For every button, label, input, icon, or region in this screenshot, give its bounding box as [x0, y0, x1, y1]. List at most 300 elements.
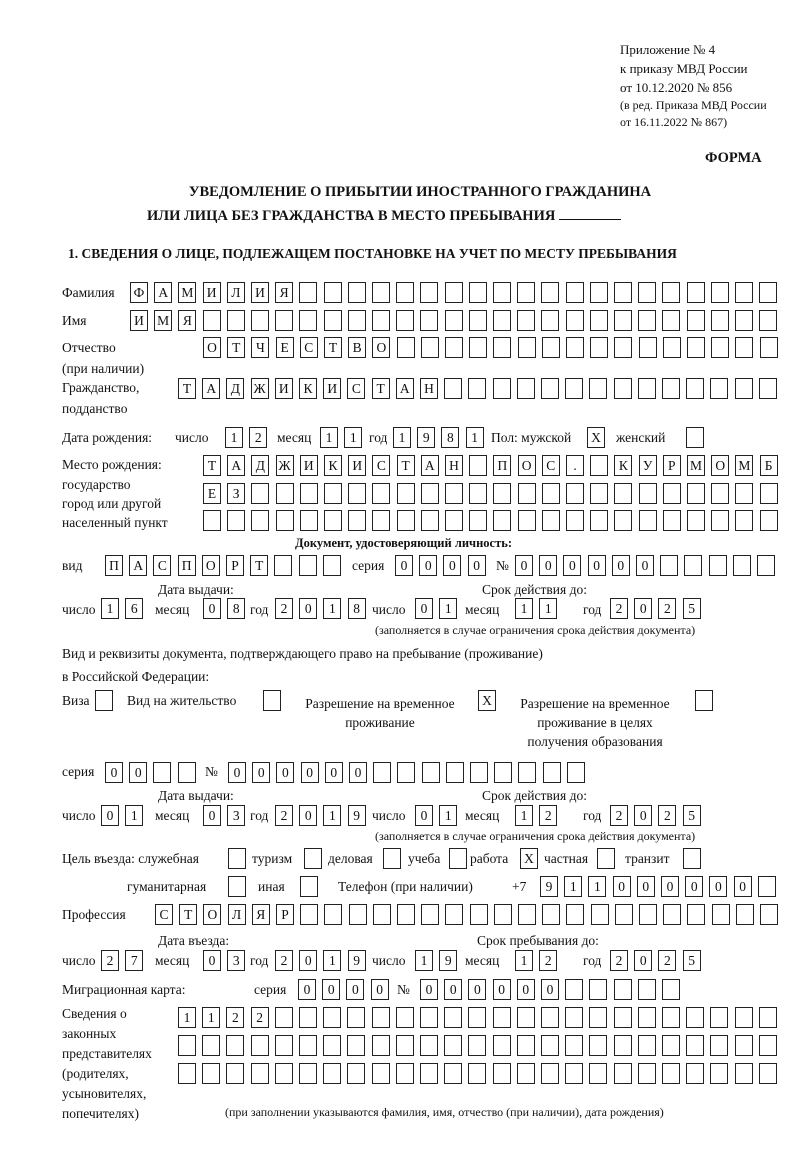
char-cell[interactable] [590, 510, 608, 531]
char-cell[interactable]: И [348, 455, 366, 476]
char-cell[interactable] [251, 510, 269, 531]
char-cell[interactable] [517, 1035, 535, 1056]
char-cell[interactable] [420, 1035, 438, 1056]
char-cell[interactable]: С [300, 337, 318, 358]
char-cell[interactable] [347, 1063, 365, 1084]
char-cell[interactable]: Е [276, 337, 294, 358]
char-cell[interactable]: 0 [228, 762, 246, 783]
char-cell[interactable] [468, 1007, 486, 1028]
char-cell[interactable]: Ф [130, 282, 148, 303]
char-cell[interactable] [372, 282, 390, 303]
char-cell[interactable]: 0 [203, 950, 221, 971]
char-cell[interactable] [760, 337, 778, 358]
char-cell[interactable]: А [227, 455, 245, 476]
char-cell[interactable] [396, 282, 414, 303]
char-cell[interactable] [372, 1007, 390, 1028]
char-cell[interactable] [518, 904, 536, 925]
char-cell[interactable]: Т [324, 337, 342, 358]
char-cell[interactable]: Е [203, 483, 221, 504]
char-cell[interactable] [565, 1035, 583, 1056]
char-cell[interactable] [493, 378, 511, 399]
char-cell[interactable] [614, 282, 632, 303]
char-cell[interactable] [468, 1035, 486, 1056]
char-cell[interactable]: 0 [709, 876, 727, 897]
char-cell[interactable] [614, 378, 632, 399]
char-cell[interactable] [589, 1063, 607, 1084]
char-cell[interactable] [517, 1007, 535, 1028]
char-cell[interactable] [493, 1035, 511, 1056]
char-cell[interactable] [638, 1035, 656, 1056]
char-cell[interactable]: 0 [415, 805, 433, 826]
char-cell[interactable] [757, 555, 775, 576]
char-cell[interactable]: Т [227, 337, 245, 358]
char-cell[interactable] [274, 555, 292, 576]
char-cell[interactable] [736, 904, 754, 925]
char-cell[interactable] [735, 282, 753, 303]
char-cell[interactable]: 0 [322, 979, 340, 1000]
char-cell[interactable] [299, 310, 317, 331]
char-cell[interactable]: 1 [323, 950, 341, 971]
char-cell[interactable] [735, 1063, 753, 1084]
char-cell[interactable] [663, 510, 681, 531]
char-cell[interactable] [759, 1035, 777, 1056]
char-cell[interactable] [759, 282, 777, 303]
char-cell[interactable] [684, 555, 702, 576]
char-cell[interactable] [589, 1007, 607, 1028]
char-cell[interactable]: 1 [466, 427, 484, 448]
char-cell[interactable]: 1 [344, 427, 362, 448]
char-cell[interactable] [638, 1063, 656, 1084]
char-cell[interactable]: 0 [420, 979, 438, 1000]
char-cell[interactable]: Л [227, 282, 245, 303]
char-cell[interactable] [493, 1007, 511, 1028]
char-cell[interactable] [299, 1063, 317, 1084]
char-cell[interactable] [759, 1063, 777, 1084]
char-cell[interactable] [397, 904, 415, 925]
char-cell[interactable] [493, 282, 511, 303]
char-cell[interactable]: 9 [540, 876, 558, 897]
char-cell[interactable]: 8 [227, 598, 245, 619]
char-cell[interactable]: Н [445, 455, 463, 476]
char-cell[interactable]: 2 [658, 598, 676, 619]
char-cell[interactable]: И [251, 282, 269, 303]
char-cell[interactable] [445, 310, 463, 331]
char-cell[interactable]: 2 [226, 1007, 244, 1028]
char-cell[interactable] [639, 904, 657, 925]
char-cell[interactable] [589, 979, 607, 1000]
char-cell[interactable] [493, 510, 511, 531]
char-cell[interactable]: 0 [395, 555, 413, 576]
char-cell[interactable] [372, 510, 390, 531]
char-cell[interactable] [541, 1063, 559, 1084]
char-cell[interactable] [324, 510, 342, 531]
char-cell[interactable]: С [347, 378, 365, 399]
char-cell[interactable] [542, 510, 560, 531]
char-cell[interactable] [686, 1007, 704, 1028]
char-cell[interactable]: 1 [515, 805, 533, 826]
char-cell[interactable]: 0 [588, 555, 606, 576]
char-cell[interactable] [348, 483, 366, 504]
char-cell[interactable] [347, 1007, 365, 1028]
char-cell[interactable] [639, 483, 657, 504]
char-cell[interactable]: 2 [249, 427, 267, 448]
char-cell[interactable]: И [300, 455, 318, 476]
char-cell[interactable] [711, 310, 729, 331]
char-cell[interactable]: 3 [227, 950, 245, 971]
char-cell[interactable] [662, 979, 680, 1000]
char-cell[interactable] [590, 483, 608, 504]
char-cell[interactable] [396, 1007, 414, 1028]
char-cell[interactable]: А [421, 455, 439, 476]
char-cell[interactable]: 1 [323, 598, 341, 619]
char-cell[interactable] [638, 979, 656, 1000]
char-cell[interactable]: 9 [348, 805, 366, 826]
char-cell[interactable]: 6 [125, 598, 143, 619]
char-cell[interactable] [615, 904, 633, 925]
char-cell[interactable] [276, 483, 294, 504]
purpose-private-checkbox[interactable] [597, 848, 615, 869]
char-cell[interactable] [469, 483, 487, 504]
char-cell[interactable]: 0 [301, 762, 319, 783]
char-cell[interactable]: Т [250, 555, 268, 576]
char-cell[interactable]: 1 [323, 805, 341, 826]
char-cell[interactable]: Я [178, 310, 196, 331]
char-cell[interactable]: Я [252, 904, 270, 925]
char-cell[interactable] [710, 378, 728, 399]
char-cell[interactable] [542, 483, 560, 504]
char-cell[interactable] [687, 310, 705, 331]
char-cell[interactable] [276, 510, 294, 531]
char-cell[interactable] [760, 483, 778, 504]
char-cell[interactable] [518, 762, 536, 783]
char-cell[interactable]: 5 [683, 950, 701, 971]
char-cell[interactable]: 0 [613, 876, 631, 897]
char-cell[interactable] [639, 510, 657, 531]
char-cell[interactable] [373, 762, 391, 783]
char-cell[interactable] [444, 1035, 462, 1056]
char-cell[interactable] [397, 483, 415, 504]
char-cell[interactable] [421, 483, 439, 504]
char-cell[interactable]: С [372, 455, 390, 476]
char-cell[interactable]: 9 [439, 950, 457, 971]
char-cell[interactable]: Л [228, 904, 246, 925]
char-cell[interactable]: Р [276, 904, 294, 925]
char-cell[interactable] [445, 282, 463, 303]
char-cell[interactable] [202, 1063, 220, 1084]
char-cell[interactable] [517, 1063, 535, 1084]
char-cell[interactable] [324, 904, 342, 925]
char-cell[interactable]: 1 [539, 598, 557, 619]
char-cell[interactable] [663, 337, 681, 358]
purpose-official-checkbox[interactable] [228, 848, 246, 869]
char-cell[interactable] [397, 510, 415, 531]
char-cell[interactable]: 0 [298, 979, 316, 1000]
char-cell[interactable]: 0 [101, 805, 119, 826]
char-cell[interactable]: Д [226, 378, 244, 399]
char-cell[interactable]: 2 [610, 805, 628, 826]
char-cell[interactable] [178, 762, 196, 783]
char-cell[interactable]: К [614, 455, 632, 476]
char-cell[interactable] [421, 337, 439, 358]
char-cell[interactable]: О [203, 337, 221, 358]
char-cell[interactable]: 1 [564, 876, 582, 897]
char-cell[interactable] [662, 282, 680, 303]
purpose-work-checkbox[interactable]: X [520, 848, 538, 869]
char-cell[interactable]: И [323, 378, 341, 399]
char-cell[interactable] [349, 904, 367, 925]
char-cell[interactable]: 1 [101, 598, 119, 619]
char-cell[interactable]: Ж [276, 455, 294, 476]
char-cell[interactable]: 0 [299, 598, 317, 619]
char-cell[interactable] [662, 1063, 680, 1084]
char-cell[interactable] [638, 1007, 656, 1028]
sex-male-checkbox[interactable]: X [587, 427, 605, 448]
char-cell[interactable] [275, 310, 293, 331]
char-cell[interactable]: 0 [634, 950, 652, 971]
char-cell[interactable] [470, 904, 488, 925]
char-cell[interactable] [493, 1063, 511, 1084]
purpose-other-checkbox[interactable] [300, 876, 318, 897]
char-cell[interactable]: 1 [393, 427, 411, 448]
char-cell[interactable] [614, 510, 632, 531]
char-cell[interactable] [469, 310, 487, 331]
char-cell[interactable]: П [105, 555, 123, 576]
char-cell[interactable]: И [130, 310, 148, 331]
char-cell[interactable] [638, 282, 656, 303]
char-cell[interactable]: С [155, 904, 173, 925]
char-cell[interactable] [735, 378, 753, 399]
char-cell[interactable] [469, 337, 487, 358]
char-cell[interactable] [589, 1035, 607, 1056]
char-cell[interactable]: 0 [299, 950, 317, 971]
char-cell[interactable] [348, 282, 366, 303]
char-cell[interactable] [275, 1035, 293, 1056]
char-cell[interactable] [735, 1035, 753, 1056]
char-cell[interactable] [275, 1007, 293, 1028]
char-cell[interactable] [396, 1063, 414, 1084]
char-cell[interactable]: 0 [443, 555, 461, 576]
char-cell[interactable] [542, 337, 560, 358]
char-cell[interactable]: 1 [439, 805, 457, 826]
char-cell[interactable]: Т [372, 378, 390, 399]
char-cell[interactable] [735, 510, 753, 531]
char-cell[interactable]: М [178, 282, 196, 303]
char-cell[interactable] [662, 378, 680, 399]
char-cell[interactable]: П [178, 555, 196, 576]
char-cell[interactable] [153, 762, 171, 783]
char-cell[interactable]: 0 [203, 598, 221, 619]
char-cell[interactable] [711, 337, 729, 358]
char-cell[interactable]: 1 [225, 427, 243, 448]
char-cell[interactable] [494, 762, 512, 783]
char-cell[interactable] [347, 1035, 365, 1056]
char-cell[interactable]: 9 [348, 950, 366, 971]
char-cell[interactable] [710, 1007, 728, 1028]
char-cell[interactable]: 0 [349, 762, 367, 783]
char-cell[interactable] [639, 337, 657, 358]
char-cell[interactable]: 8 [441, 427, 459, 448]
char-cell[interactable]: 0 [541, 979, 559, 1000]
char-cell[interactable] [396, 1035, 414, 1056]
char-cell[interactable] [323, 1007, 341, 1028]
char-cell[interactable] [711, 483, 729, 504]
char-cell[interactable]: 0 [637, 876, 655, 897]
char-cell[interactable]: 1 [515, 950, 533, 971]
char-cell[interactable] [348, 310, 366, 331]
char-cell[interactable] [420, 1007, 438, 1028]
char-cell[interactable]: 0 [325, 762, 343, 783]
char-cell[interactable]: 0 [276, 762, 294, 783]
char-cell[interactable] [638, 378, 656, 399]
char-cell[interactable] [759, 378, 777, 399]
char-cell[interactable]: 1 [178, 1007, 196, 1028]
char-cell[interactable] [445, 510, 463, 531]
char-cell[interactable]: 0 [636, 555, 654, 576]
char-cell[interactable]: 0 [444, 979, 462, 1000]
char-cell[interactable]: 0 [371, 979, 389, 1000]
purpose-study-checkbox[interactable] [449, 848, 467, 869]
char-cell[interactable] [589, 378, 607, 399]
char-cell[interactable]: 1 [439, 598, 457, 619]
char-cell[interactable] [299, 555, 317, 576]
char-cell[interactable] [663, 904, 681, 925]
char-cell[interactable] [758, 876, 776, 897]
purpose-business-checkbox[interactable] [383, 848, 401, 869]
char-cell[interactable]: 8 [348, 598, 366, 619]
char-cell[interactable] [733, 555, 751, 576]
char-cell[interactable]: 0 [468, 555, 486, 576]
char-cell[interactable] [444, 1063, 462, 1084]
char-cell[interactable] [178, 1035, 196, 1056]
char-cell[interactable] [686, 1035, 704, 1056]
char-cell[interactable] [518, 337, 536, 358]
char-cell[interactable]: Н [420, 378, 438, 399]
char-cell[interactable] [203, 310, 221, 331]
char-cell[interactable] [420, 282, 438, 303]
char-cell[interactable] [541, 1007, 559, 1028]
char-cell[interactable] [251, 1035, 269, 1056]
char-cell[interactable]: Ж [251, 378, 269, 399]
char-cell[interactable]: 0 [415, 598, 433, 619]
char-cell[interactable] [686, 378, 704, 399]
char-cell[interactable] [372, 1035, 390, 1056]
char-cell[interactable]: Р [663, 455, 681, 476]
char-cell[interactable]: 0 [468, 979, 486, 1000]
char-cell[interactable]: Р [226, 555, 244, 576]
char-cell[interactable] [541, 378, 559, 399]
char-cell[interactable] [541, 1035, 559, 1056]
char-cell[interactable] [662, 310, 680, 331]
char-cell[interactable] [445, 337, 463, 358]
char-cell[interactable] [445, 483, 463, 504]
char-cell[interactable]: 2 [251, 1007, 269, 1028]
purpose-tourism-checkbox[interactable] [304, 848, 322, 869]
temp-residence-edu-checkbox[interactable] [695, 690, 713, 711]
char-cell[interactable] [517, 310, 535, 331]
char-cell[interactable] [469, 510, 487, 531]
char-cell[interactable] [396, 310, 414, 331]
char-cell[interactable] [444, 378, 462, 399]
char-cell[interactable]: 3 [227, 805, 245, 826]
char-cell[interactable] [614, 337, 632, 358]
char-cell[interactable] [543, 762, 561, 783]
char-cell[interactable] [687, 483, 705, 504]
char-cell[interactable]: У [639, 455, 657, 476]
char-cell[interactable] [735, 1007, 753, 1028]
char-cell[interactable] [711, 282, 729, 303]
char-cell[interactable]: Т [178, 378, 196, 399]
char-cell[interactable] [518, 483, 536, 504]
char-cell[interactable] [324, 483, 342, 504]
char-cell[interactable]: 2 [275, 598, 293, 619]
char-cell[interactable] [323, 1063, 341, 1084]
char-cell[interactable]: 2 [610, 950, 628, 971]
char-cell[interactable] [735, 310, 753, 331]
char-cell[interactable]: М [687, 455, 705, 476]
char-cell[interactable] [178, 1063, 196, 1084]
char-cell[interactable] [444, 1007, 462, 1028]
char-cell[interactable] [565, 1007, 583, 1028]
char-cell[interactable] [372, 483, 390, 504]
char-cell[interactable]: 0 [515, 555, 533, 576]
char-cell[interactable] [299, 1007, 317, 1028]
char-cell[interactable] [251, 483, 269, 504]
char-cell[interactable]: 1 [588, 876, 606, 897]
residence-permit-checkbox[interactable] [263, 690, 281, 711]
char-cell[interactable]: 0 [634, 805, 652, 826]
char-cell[interactable] [565, 979, 583, 1000]
char-cell[interactable] [710, 1063, 728, 1084]
char-cell[interactable] [420, 1063, 438, 1084]
char-cell[interactable] [300, 483, 318, 504]
char-cell[interactable] [227, 510, 245, 531]
char-cell[interactable]: Ч [251, 337, 269, 358]
char-cell[interactable] [202, 1035, 220, 1056]
char-cell[interactable] [614, 1035, 632, 1056]
char-cell[interactable]: 2 [539, 950, 557, 971]
char-cell[interactable] [566, 510, 584, 531]
char-cell[interactable]: С [153, 555, 171, 576]
char-cell[interactable] [687, 904, 705, 925]
char-cell[interactable] [493, 337, 511, 358]
char-cell[interactable]: 2 [658, 950, 676, 971]
char-cell[interactable]: А [129, 555, 147, 576]
char-cell[interactable]: М [154, 310, 172, 331]
purpose-transit-checkbox[interactable] [683, 848, 701, 869]
char-cell[interactable] [566, 483, 584, 504]
char-cell[interactable] [518, 510, 536, 531]
char-cell[interactable] [348, 510, 366, 531]
char-cell[interactable] [226, 1063, 244, 1084]
char-cell[interactable]: Д [251, 455, 269, 476]
char-cell[interactable] [493, 310, 511, 331]
char-cell[interactable] [565, 1063, 583, 1084]
char-cell[interactable]: 5 [683, 598, 701, 619]
char-cell[interactable] [590, 310, 608, 331]
char-cell[interactable]: И [203, 282, 221, 303]
char-cell[interactable] [299, 282, 317, 303]
char-cell[interactable] [469, 455, 487, 476]
char-cell[interactable] [203, 510, 221, 531]
char-cell[interactable] [686, 1063, 704, 1084]
char-cell[interactable]: Б [760, 455, 778, 476]
char-cell[interactable]: 0 [419, 555, 437, 576]
char-cell[interactable]: О [711, 455, 729, 476]
char-cell[interactable] [372, 310, 390, 331]
char-cell[interactable] [662, 1035, 680, 1056]
char-cell[interactable] [567, 762, 585, 783]
char-cell[interactable]: О [203, 904, 221, 925]
